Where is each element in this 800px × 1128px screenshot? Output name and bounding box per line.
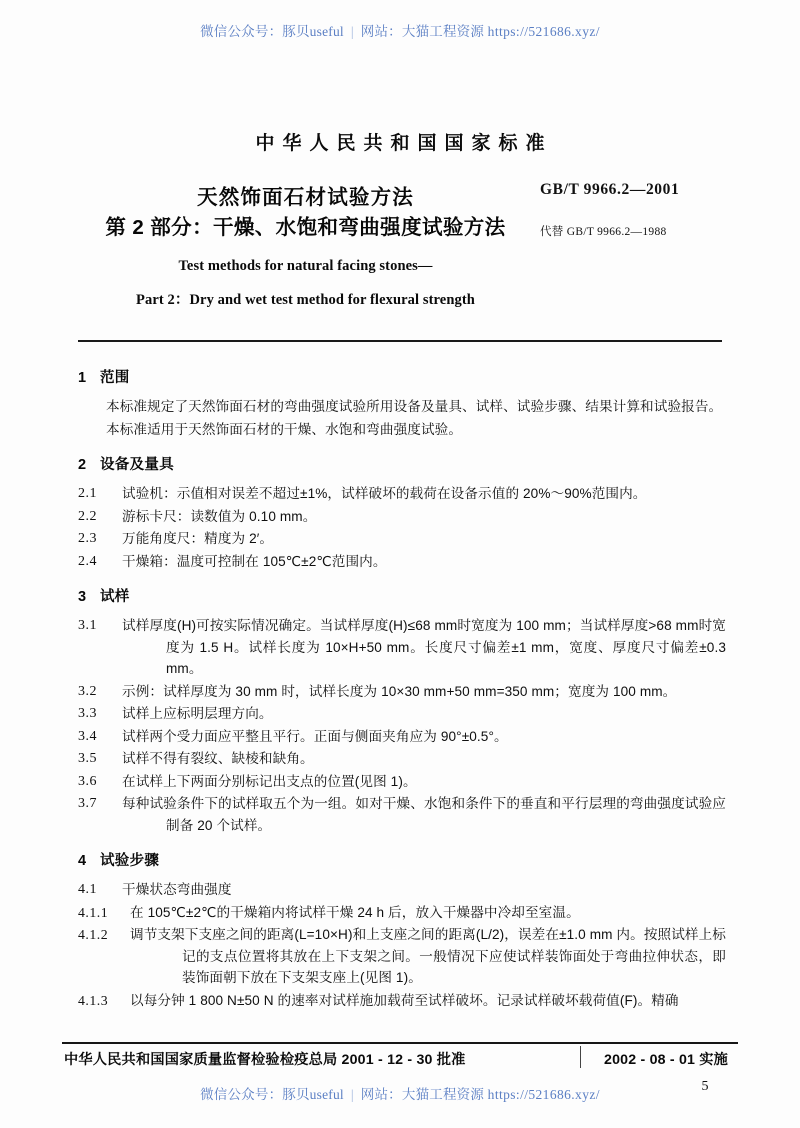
section-1-paragraph-2: 本标准适用于天然饰面石材的干燥、水饱和弯曲强度试验。 — [106, 421, 463, 437]
standard-number: GB/T 9966.2—2001 — [540, 181, 680, 198]
document-body — [78, 366, 726, 1024]
clause-2-4 — [78, 551, 726, 573]
clause-2-4-text: 干燥箱：温度可控制在 105℃±2℃范围内。 — [122, 553, 387, 569]
clause-3-6 — [78, 771, 726, 793]
section-4-heading — [78, 849, 726, 870]
clause-4-1-1-number: 4.1.1 — [78, 904, 109, 920]
clause-4-1 — [78, 879, 726, 901]
watermark-site-label: 网站：大猫工程资源 — [360, 24, 485, 39]
clause-3-2-number: 3.2 — [78, 683, 97, 699]
title-divider-rule — [78, 340, 722, 342]
document-title-line1: 天然饰面石材试验方法 — [197, 186, 414, 209]
section-3 — [78, 585, 726, 836]
clause-2-3-text: 万能角度尺：精度为 2′。 — [122, 531, 274, 546]
clause-4-1-3 — [78, 990, 726, 1012]
clause-2-2-number: 2.2 — [78, 508, 97, 524]
clause-4-1-1 — [78, 902, 726, 924]
clause-4-1-2 — [78, 924, 726, 989]
section-2 — [78, 453, 726, 572]
title-block — [78, 180, 722, 242]
footer-vertical-divider — [580, 1046, 581, 1068]
clause-4-1-text: 干燥状态弯曲强度 — [122, 882, 232, 897]
clause-3-3-number: 3.3 — [78, 706, 97, 721]
clause-3-6-number: 3.6 — [78, 773, 97, 789]
clause-3-7-text: 每种试验条件下的试样取五个为一组。如对干燥、水饱和条件下的垂直和平行层理的弯曲强度试验应制备 20 个试样。 — [122, 796, 726, 833]
clause-3-1-number: 3.1 — [78, 618, 97, 633]
clause-3-4-text: 试样两个受力面应平整且平行。正面与侧面夹角应为 90°±0.5°。 — [122, 728, 508, 744]
watermark-bottom-url: https://521686.xyz/ — [487, 1087, 600, 1102]
section-4 — [78, 849, 726, 1011]
section-1-paragraph-1: 本标准规定了天然饰面石材的弯曲强度试验所用设备及量具、试样、试验步骤、结果计算和试验报告。 — [106, 399, 723, 414]
english-title-line1: Test methods for natural facing stones— — [178, 258, 433, 274]
section-1-title: 范围 — [100, 370, 130, 386]
watermark-url: https://521686.xyz/ — [487, 24, 600, 39]
section-1-number: 1 — [78, 370, 87, 386]
clause-2-1-number: 2.1 — [78, 486, 97, 501]
section-1 — [78, 366, 726, 440]
section-2-title: 设备及量具 — [100, 457, 174, 473]
clause-2-2-text: 游标卡尺：读数值为 0.10 mm。 — [122, 508, 317, 524]
watermark-bottom-wechat-label: 微信公众号：豚贝useful — [200, 1087, 344, 1102]
clause-2-2 — [78, 506, 726, 528]
page-number: 5 — [701, 1079, 709, 1094]
footer-effective-date: 2002 - 08 - 01 实施 — [604, 1052, 729, 1068]
clause-3-5-number: 3.5 — [78, 751, 97, 766]
footer-divider-rule — [62, 1042, 738, 1044]
watermark-top — [0, 20, 800, 40]
english-title-block — [78, 258, 533, 309]
clause-4-1-3-number: 4.1.3 — [78, 992, 109, 1008]
clause-3-3-text: 试样上应标明层理方向。 — [122, 706, 273, 721]
section-3-number: 3 — [78, 589, 87, 605]
clause-3-6-text: 在试样上下两面分别标记出支点的位置(见图 1)。 — [122, 773, 417, 789]
clause-3-1 — [78, 615, 726, 680]
replaces-standard-number: 代替 GB/T 9966.2—1988 — [540, 226, 667, 238]
watermark-bottom — [0, 1083, 800, 1103]
clause-2-1 — [78, 483, 726, 505]
section-3-title: 试样 — [100, 589, 130, 605]
section-3-heading — [78, 585, 726, 606]
section-4-title: 试验步骤 — [100, 853, 160, 869]
watermark-wechat-label: 微信公众号：豚贝useful — [200, 24, 344, 39]
clause-3-7 — [78, 793, 726, 836]
clause-4-1-3-text: 以每分钟 1 800 N±50 N 的速率对试样施加载荷至试样破坏。记录试样破坏载荷值(F)。精确 — [130, 992, 679, 1008]
clause-2-1-text: 试验机：示值相对误差不超过±1%，试样破坏的载荷在设备示值的 20%～90%范围内。 — [122, 486, 647, 501]
document-title-line2: 第 2 部分：干燥、水饱和弯曲强度试验方法 — [105, 216, 506, 239]
watermark-bottom-site-label: 网站：大猫工程资源 — [360, 1087, 485, 1102]
clause-3-2-text: 示例：试样厚度为 30 mm 时，试样长度为 10×30 mm+50 mm=350 mm；宽度为 100 mm。 — [122, 683, 677, 699]
clause-2-3-number: 2.3 — [78, 531, 97, 546]
clause-3-7-number: 3.7 — [78, 796, 97, 811]
footer-approval-text: 中华人民共和国国家质量监督检验检疫总局 2001 - 12 - 30 批准 — [64, 1052, 466, 1068]
english-title-line2: Part 2：Dry and wet test method for flexural strength — [136, 292, 475, 308]
section-2-number: 2 — [78, 457, 87, 473]
clause-4-1-2-text: 调节支架下支座之间的距离(L=10×H)和上支座之间的距离(L/2)，误差在±1.0 mm 内。按照试样上标记的支点位置将其放在上下支架之间。一般情况下应使试样装饰面处于弯曲拉伸状态，即装饰面朝下放在下支架支座上(见图 1)。 — [130, 927, 726, 985]
clause-3-1-text: 试样厚度(H)可按实际情况确定。当试样厚度(H)≤68 mm时宽度为 100 mm；当试样厚度>68 mm时宽度为 1.5 H。试样长度为 10×H+50 mm。长度尺寸偏差±1 mm，宽度、厚度尺寸偏差±0.3 mm。 — [122, 618, 726, 676]
clause-3-4-number: 3.4 — [78, 728, 97, 744]
watermark-separator: | — [350, 24, 354, 39]
section-1-heading — [78, 366, 726, 387]
clause-4-1-number: 4.1 — [78, 882, 97, 897]
clause-3-3 — [78, 703, 726, 725]
clause-2-4-number: 2.4 — [78, 553, 97, 569]
clause-3-5 — [78, 748, 726, 770]
watermark-bottom-separator: | — [350, 1087, 354, 1102]
clause-4-1-2-number: 4.1.2 — [78, 927, 109, 942]
section-2-heading — [78, 453, 726, 474]
clause-3-2 — [78, 681, 726, 703]
clause-3-4 — [78, 726, 726, 748]
national-standard-header: 中华人民共和国国家标准 — [255, 133, 553, 154]
clause-4-1-1-text: 在 105℃±2℃的干燥箱内将试样干燥 24 h 后，放入干燥器中冷却至室温。 — [130, 904, 580, 920]
clause-3-5-text: 试样不得有裂纹、缺棱和缺角。 — [122, 751, 314, 766]
section-4-number: 4 — [78, 853, 87, 869]
clause-2-3 — [78, 528, 726, 550]
